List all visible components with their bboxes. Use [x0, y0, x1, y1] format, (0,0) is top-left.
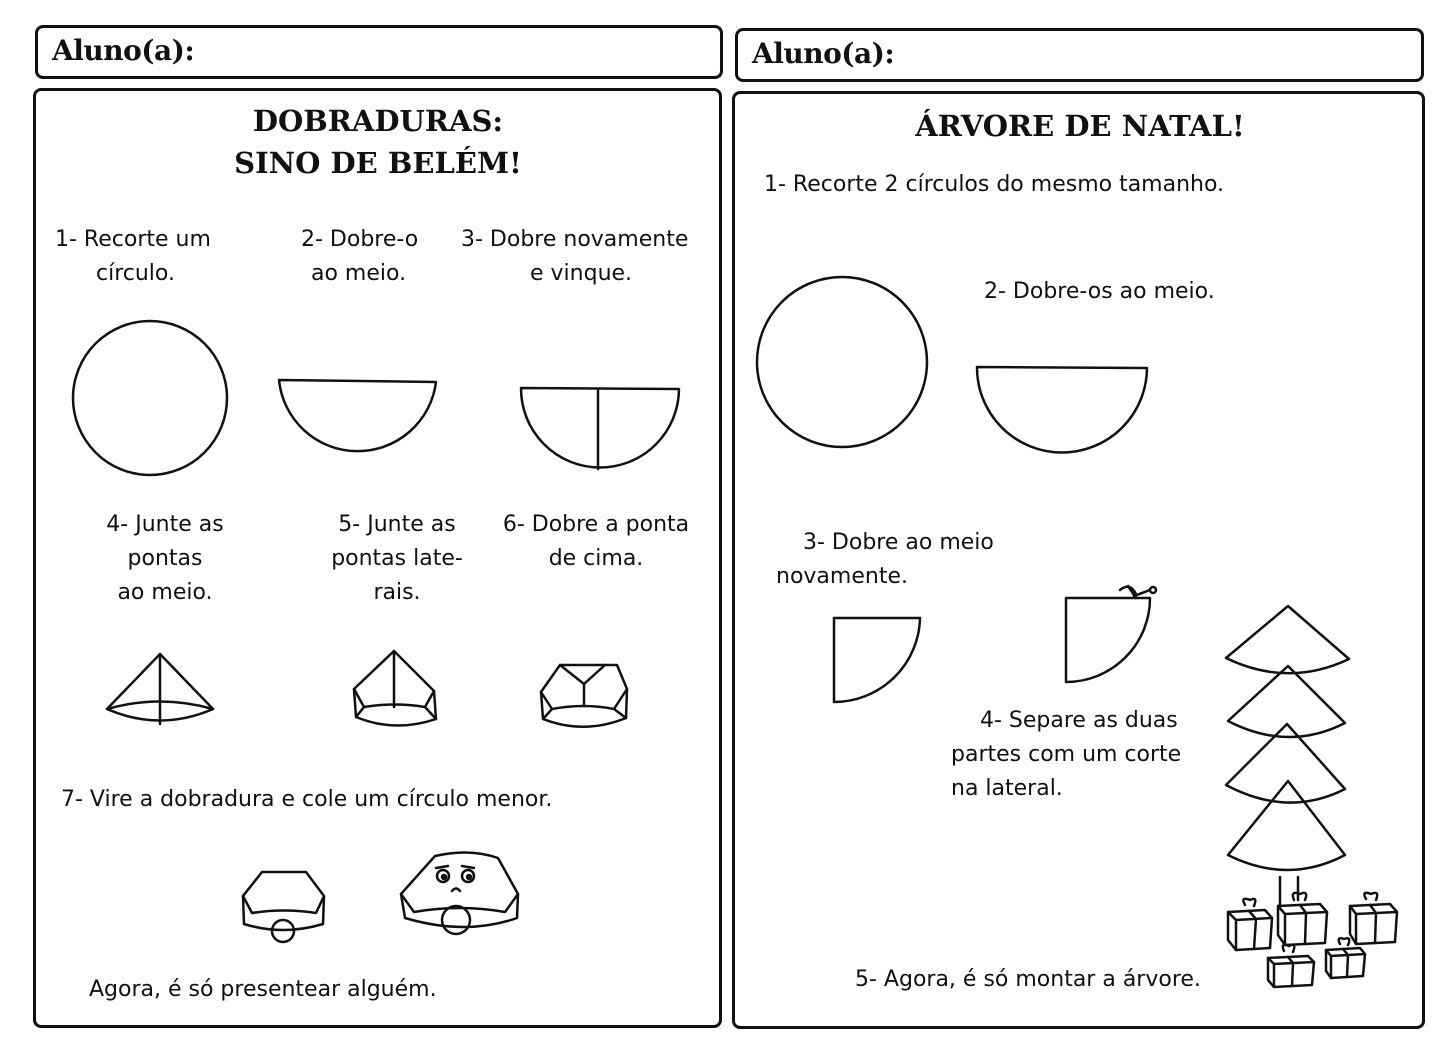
tree-step3-line2: novamente.: [776, 564, 908, 589]
step4-line2: pontas: [127, 546, 203, 571]
step1-line1: 1- Recorte um: [55, 227, 211, 252]
left-title-line1: DOBRADURAS:: [252, 104, 504, 138]
left-name-label: Aluno(a):: [52, 34, 195, 67]
tree-step3-line1: 3- Dobre ao meio: [803, 530, 994, 555]
step5-line1: 5- Junte as: [338, 512, 456, 537]
tree-step5-line1: 5- Agora, é só montar a árvore.: [855, 967, 1201, 992]
tree-step4-line2: partes com um corte: [951, 742, 1182, 767]
tree-step2-semicircle: [977, 367, 1147, 453]
step4-line1: 4- Junte as: [106, 512, 224, 537]
right-title: ÁRVORE DE NATAL!: [915, 109, 1245, 143]
step3-line1: 3- Dobre novamente: [461, 227, 689, 252]
step6-line2: de cima.: [548, 546, 644, 571]
step5-line3: rais.: [373, 580, 421, 605]
tree-step2-line1: 2- Dobre-os ao meio.: [984, 279, 1215, 304]
tree-step4-line1: 4- Separe as duas: [980, 708, 1178, 733]
scissors-icon: [1120, 586, 1156, 598]
step2-line1: 2- Dobre-o: [301, 227, 419, 252]
christmas-tree: [1226, 606, 1349, 908]
bell-step6-fold: [541, 665, 627, 727]
bell-step4-fold: [107, 654, 213, 724]
bell-finished: [243, 872, 324, 942]
tree-step1-circle: [757, 277, 927, 447]
bell-face: [401, 852, 518, 934]
tree-step1-line1: 1- Recorte 2 círculos do mesmo tamanho.: [764, 172, 1225, 197]
tree-step3-quarter: [834, 618, 920, 702]
bell-step1-circle: [73, 321, 227, 475]
step3-line2: e vinque.: [530, 261, 633, 286]
gift-boxes: [1228, 893, 1397, 987]
bell-step2-semicircle: [279, 380, 436, 451]
step7-line1: 7- Vire a dobradura e cole um círculo menor.: [61, 787, 553, 812]
tree-step4-quarter: [1066, 598, 1150, 682]
step4-line3: ao meio.: [117, 580, 213, 605]
step5-line2: pontas late-: [331, 546, 463, 571]
step1-line2: círculo.: [96, 261, 175, 286]
step2-line2: ao meio.: [311, 261, 407, 286]
left-title-line2: SINO DE BELÉM!: [234, 146, 522, 180]
step6-line1: 6- Dobre a ponta: [502, 512, 690, 537]
bell-step5-fold: [354, 651, 436, 726]
right-name-label: Aluno(a):: [752, 37, 895, 70]
left-closing-text: Agora, é só presentear alguém.: [89, 977, 437, 1002]
bell-step3-semicircle: [521, 388, 679, 468]
tree-step4-line3: na lateral.: [951, 776, 1063, 801]
